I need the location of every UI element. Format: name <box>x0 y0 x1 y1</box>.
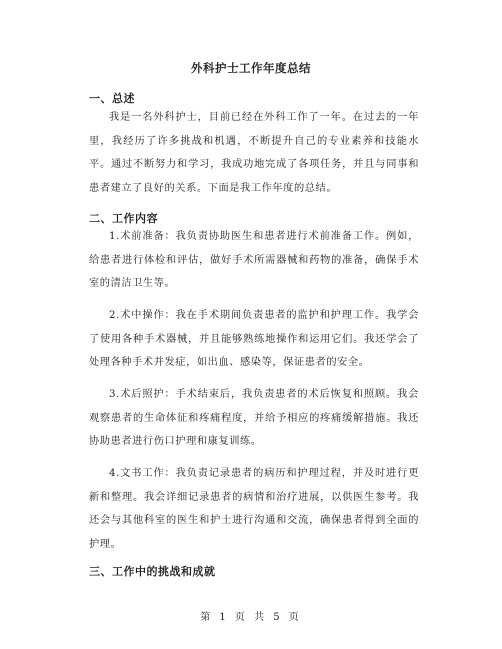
paragraph-intraop: 2.术中操作：我在手术期间负责患者的监护和护理工作。我学会了使用各种手术器械，并且能够熟练地操作和运用它们。我还学会了处理各种手术并发症，如出血、感染等，保证患者的安全。 <box>89 310 419 368</box>
paragraph-overview: 我是一名外科护士，目前已经在外科工作了一年。在过去的一年里，我经历了许多挑战和机遇，不断提升自己的专业素养和技能水平。通过不断努力和学习，我成功地完成了各项任务，并且与同事和患者建立了良好的关系。下面是我工作年度的总结。 <box>89 112 419 194</box>
section-heading-overview: 一、总述 <box>89 92 135 105</box>
page-number-footer: 第 1 页 共 5 页 <box>200 612 302 623</box>
section-heading-challenges: 三、工作中的挑战和成就 <box>89 565 216 578</box>
paragraph-postop: 3.术后照护：手术结束后，我负责患者的术后恢复和照顾。我会观察患者的生命体征和疼痛程度，并给予相应的疼痛缓解措施。我还协助患者进行伤口护理和康复训练。 <box>89 389 419 447</box>
paragraph-preop: 1.术前准备：我负责协助医生和患者进行术前准备工作。例如，给患者进行体检和评估，做好手术所需器械和药物的准备，确保手术室的清洁卫生等。 <box>89 231 419 289</box>
paragraph-paperwork: 4.文书工作：我负责记录患者的病历和护理过程，并及时进行更新和整理。我会详细记录患者的病情和治疗进展，以供医生参考。我还会与其他科室的医生和护士进行沟通和交流，确保患者得到全面的护理。 <box>89 468 419 550</box>
document-title: 外科护士工作年度总结 <box>191 61 311 75</box>
section-heading-work-content: 二、工作内容 <box>89 212 158 225</box>
